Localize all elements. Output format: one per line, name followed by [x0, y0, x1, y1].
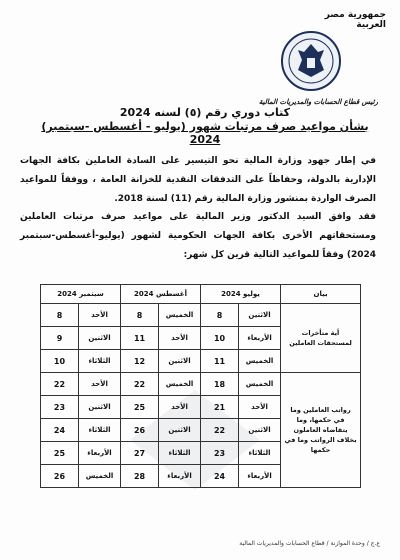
july-day: الاثنين: [239, 304, 281, 327]
august-date: 27: [121, 442, 159, 465]
july-date: 22: [201, 419, 239, 442]
august-day: الاثنين: [159, 350, 201, 373]
july-date: 24: [201, 465, 239, 488]
july-date: 8: [201, 304, 239, 327]
circular-subject: بشأن مواعيد صرف مرتبات شهور (يوليو - أغسطس -سبتمبر) 2024: [41, 120, 369, 146]
september-date: 24: [41, 419, 79, 442]
circular-title: كتاب دوري رقم (٥) لسنه 2024: [119, 106, 291, 119]
header-statement: بيان: [281, 285, 361, 304]
july-day: الأربعاء: [239, 327, 281, 350]
group-label-salaries: رواتب العاملين وما في حكمها، وما يتقاضاه العاملون بخلاف الرواتب وما في حكمها: [281, 373, 361, 488]
july-day: الثلاثاء: [239, 442, 281, 465]
table-row: [41, 304, 361, 327]
header-july: يوليو 2024: [201, 285, 281, 304]
september-date: 26: [41, 465, 79, 488]
august-day: الخميس: [159, 304, 201, 327]
schedule-table-wrapper: [40, 284, 360, 488]
august-date: 22: [121, 373, 159, 396]
august-date: 26: [121, 419, 159, 442]
july-day: الأربعاء: [239, 465, 281, 488]
september-day: الاثنين: [79, 327, 121, 350]
september-day: الأحد: [79, 304, 121, 327]
august-date: 25: [121, 396, 159, 419]
august-day: الثلاثاء: [159, 442, 201, 465]
ministry-seal-icon: [280, 30, 342, 92]
september-day: الاثنين: [79, 396, 121, 419]
july-date: 10: [201, 327, 239, 350]
sector-name: رئيس قطاع الحسابات والمديريات المالية: [258, 98, 378, 106]
september-day: الثلاثاء: [79, 350, 121, 373]
september-day: الثلاثاء: [79, 419, 121, 442]
july-date: 21: [201, 396, 239, 419]
july-day: الأحد: [239, 396, 281, 419]
september-day: الخميس: [79, 465, 121, 488]
july-date: 18: [201, 373, 239, 396]
august-date: 8: [121, 304, 159, 327]
august-day: الأحد: [159, 396, 201, 419]
header-august: أغسطس 2024: [121, 285, 201, 304]
september-date: 23: [41, 396, 79, 419]
september-date: 22: [41, 373, 79, 396]
august-date: 11: [121, 327, 159, 350]
country-name: جمهورية مصر العربية: [324, 10, 386, 30]
july-date: 11: [201, 350, 239, 373]
july-day: الاثنين: [239, 419, 281, 442]
august-day: الخميس: [159, 373, 201, 396]
table-row: [41, 373, 361, 396]
august-date: 12: [121, 350, 159, 373]
approval-paragraph: فقد وافق السيد الدكتور وزير المالية على مواعيد صرف مرتبات العاملين ومستحقاتهم الأخرى بكافة الجهات الحكومية لشهور (يوليو-أغسطس-سبتمبر 2024) وفقاً للمواعيد التالية قرين كل شهر:: [20, 212, 376, 260]
september-date: 10: [41, 350, 79, 373]
august-date: 28: [121, 465, 159, 488]
footer-reference: ع.ج / وحدة الموازنة / قطاع الحسابات والمديريات المالية: [239, 540, 380, 547]
september-day: الأحد: [79, 373, 121, 396]
august-day: الأربعاء: [159, 465, 201, 488]
july-day: الخميس: [239, 350, 281, 373]
september-day: الأربعاء: [79, 442, 121, 465]
september-date: 8: [41, 304, 79, 327]
july-day: الخميس: [239, 373, 281, 396]
august-day: الاثنين: [159, 419, 201, 442]
header-september: سبتمبر 2024: [41, 285, 121, 304]
group-label-arrears: أية متأخرات لمستحقات العاملين: [281, 304, 361, 373]
september-date: 9: [41, 327, 79, 350]
table-header-row: [41, 285, 361, 304]
september-date: 25: [41, 442, 79, 465]
july-date: 23: [201, 442, 239, 465]
intro-paragraph: في إطار جهود وزارة المالية نحو التيسير على السادة العاملين بكافة الجهات الإدارية بالدولة، وحفاظاً على التدفقات النقدية للخزانة العامة ، ووفقاً للمواعيد الصرف الواردة بمنشور وزارة المالية رقم (11) لسنة 2018.: [20, 156, 376, 204]
salary-schedule-table: [40, 284, 361, 488]
august-day: الأحد: [159, 327, 201, 350]
